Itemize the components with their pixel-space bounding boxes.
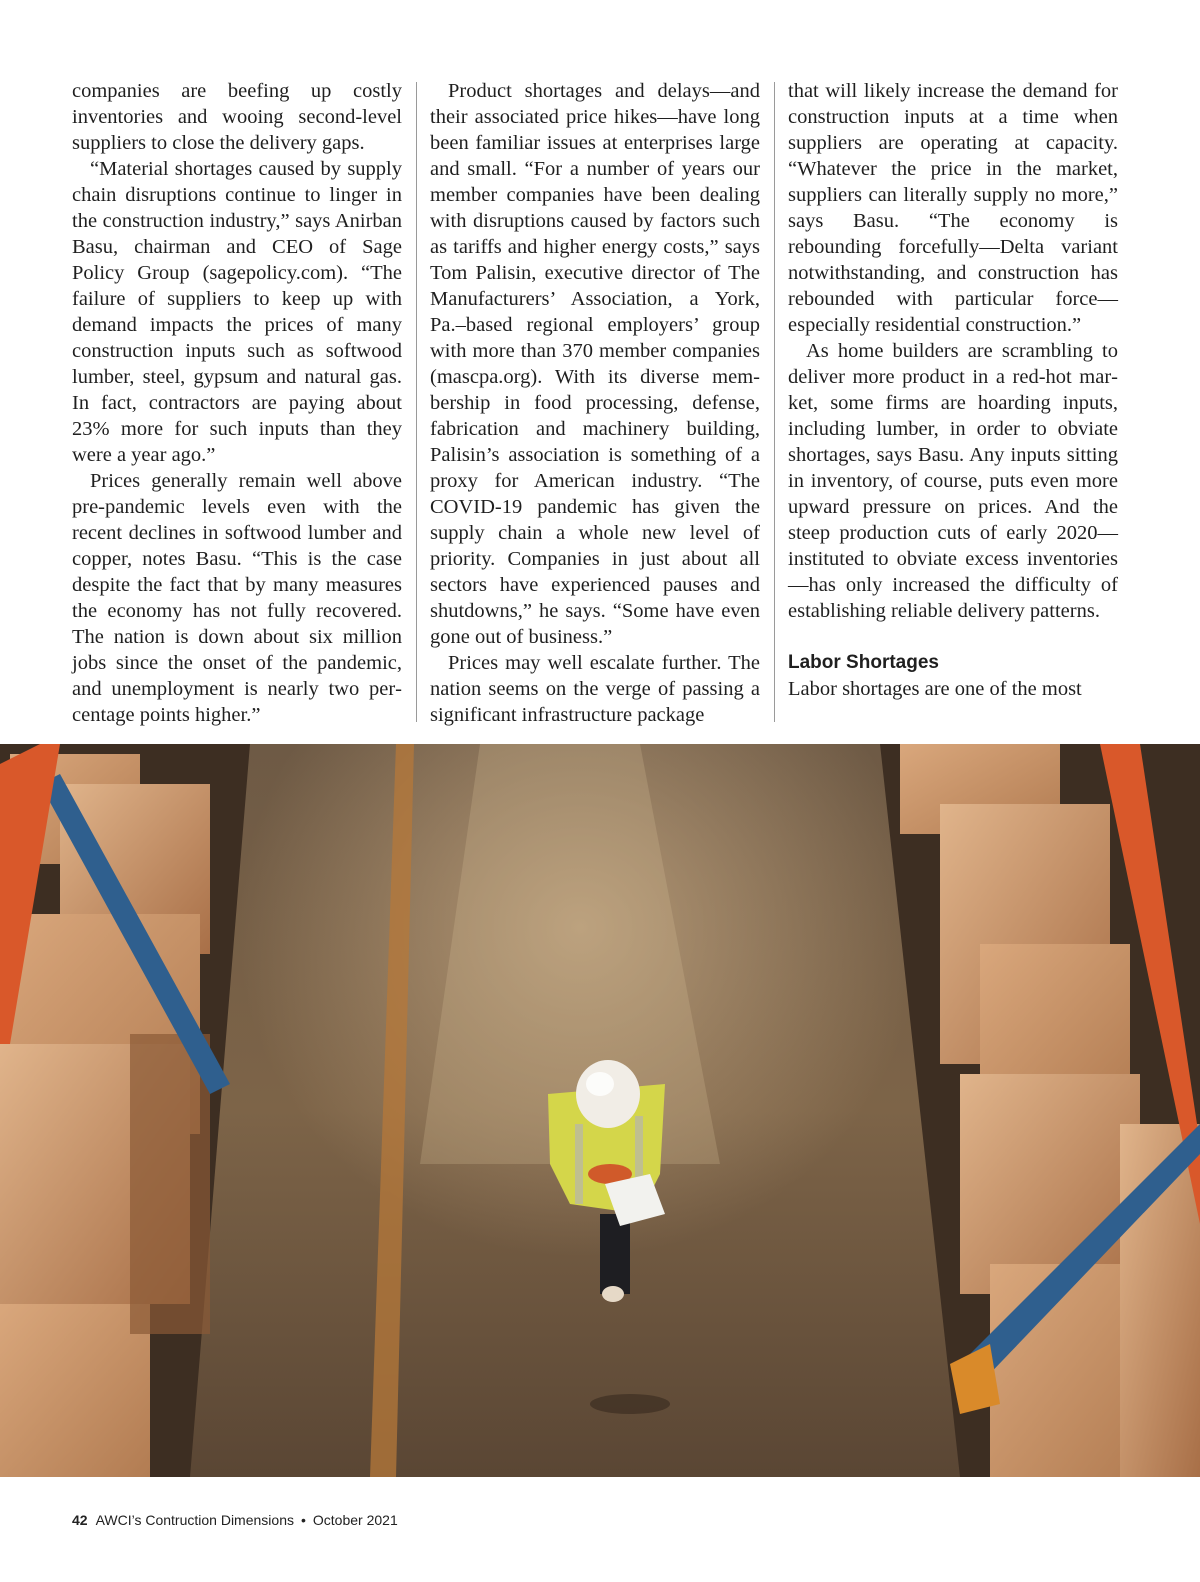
- issue-date: October 2021: [312, 1512, 398, 1528]
- page-footer: [72, 1512, 398, 1528]
- column-divider: [416, 82, 417, 722]
- paragraph: companies are beefing up costly inventories and wooing second-level suppliers to close the delivery gaps.: [72, 80, 402, 154]
- warehouse-illustration: [0, 744, 1200, 1477]
- paragraph: “Material shortages caused by supply chain disruptions continue to linger in the construction industry,” says Anirban Basu, chairman and CEO of Sage Policy Group (sagepolicy.com). “The failure of suppliers to keep up with demand impacts the prices of many construction inputs such as softwood lumber, steel, gypsum and natural gas. In fact, contractors are paying about 23% more for such inputs than they were a year ago.”: [72, 158, 402, 466]
- paragraph: Prices may well escalate further. The nation seems on the verge of passing a significant infrastructure package: [430, 652, 760, 726]
- paragraph: Prices generally remain well above pre-pandemic levels even with the recent declines in softwood lumber and copper, notes Basu. “This is the case despite the fact that by many measures the economy has not fully recovered. The nation is down about six million jobs since the onset of the pandemic, and unemployment is nearly two percentage points higher.”: [72, 470, 402, 726]
- warehouse-photo: [0, 744, 1200, 1477]
- publication-name: AWCI’s Contruction Dimensions: [95, 1512, 294, 1528]
- paragraph: Product shortages and delays—and their associated price hikes—have long been familiar issues at enterprises large and small. “For a number of years our member companies have been dealing with disruptions caused by factors such as tariffs and higher energy costs,” says Tom Palisin, executive director of The Manufacturers’ Association, a York, Pa.–based regional employers’ group with more than 370 member companies (mascpa.org). With its diverse membership in food processing, defense, fabrication and machinery building, Palisin’s association is something of a proxy for American industry. “The COVID-19 pandemic has given the supply chain a whole new level of priority. Companies in just about all sectors have experienced pauses and shutdowns,” he says. “Some have even gone out of business.”: [430, 80, 760, 648]
- article-column-1: [72, 78, 402, 728]
- section-heading: Labor Shortages: [788, 652, 939, 673]
- article-column-3: [788, 78, 1118, 702]
- footer-separator: •: [300, 1512, 306, 1528]
- paragraph: Labor shortages are one of the most: [788, 678, 1082, 700]
- paragraph: that will likely increase the demand for construction inputs at a time when suppliers are operating at capacity. “Whatever the price in the market, suppliers can literally supply no more,” says Basu. “The economy is rebounding forcefully—Delta variant notwithstanding, and construction has rebounded with particular force—especially residential construction.”: [788, 80, 1118, 336]
- article-column-2: [430, 78, 760, 728]
- column-divider: [774, 82, 775, 722]
- page-number: 42: [72, 1512, 88, 1528]
- paragraph: As home builders are scrambling to deliver more product in a red-hot market, some firms are hoarding inputs, including lumber, in order to obviate shortages, says Basu. Any inputs sitting in inventory, of course, puts even more upward pressure on prices. And the steep production cuts of early 2020—instituted to obviate excess inventories—has only increased the difficulty of establishing reliable delivery patterns.: [788, 340, 1118, 622]
